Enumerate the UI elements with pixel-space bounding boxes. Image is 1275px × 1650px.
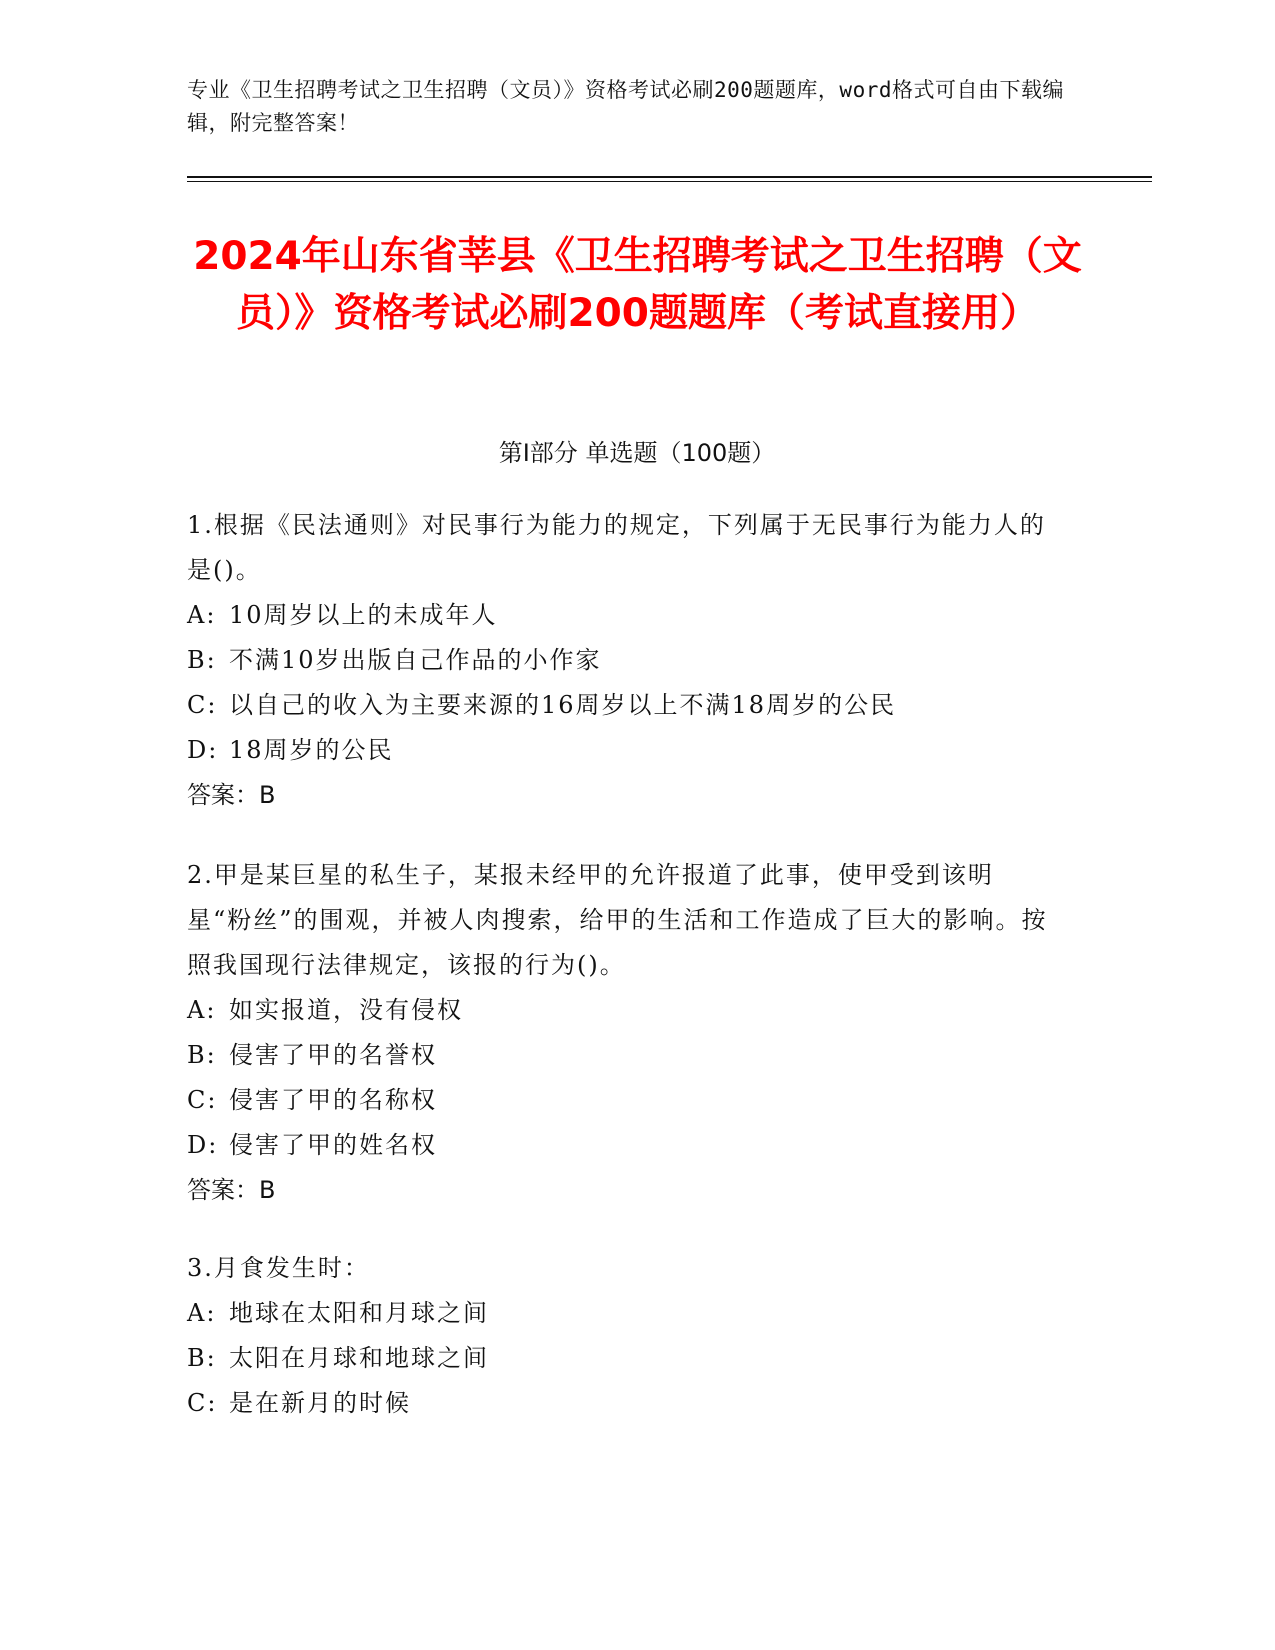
question-stem: 1.根据《民法通则》对民事行为能力的规定，下列属于无民事行为能力人的是()。 xyxy=(187,511,1046,584)
option-text: 以自己的收入为主要来源的16周岁以上不满18周岁的公民 xyxy=(229,691,897,719)
document-title: 2024年山东省莘县《卫生招聘考试之卫生招聘（文员）》资格考试必刷200题题库（考试直接用） xyxy=(193,234,1082,336)
option-b xyxy=(187,1336,1057,1381)
option-letter: B: xyxy=(187,1041,217,1069)
option-letter: A: xyxy=(187,601,217,629)
section-title: 第I部分 单选题（100题） xyxy=(498,439,776,467)
option-c xyxy=(187,1078,1057,1123)
header-rule-thin xyxy=(187,181,1152,182)
option-text: 侵害了甲的名称权 xyxy=(229,1086,437,1114)
option-text: 侵害了甲的姓名权 xyxy=(229,1131,437,1159)
option-letter: C: xyxy=(187,1389,218,1417)
option-letter: A: xyxy=(187,1299,217,1327)
answer: 答案：B xyxy=(187,781,276,809)
answer: 答案：B xyxy=(187,1176,276,1204)
option-letter: C: xyxy=(187,1086,218,1114)
option-letter: C: xyxy=(187,691,218,719)
option-letter: D: xyxy=(187,736,219,764)
option-text: 太阳在月球和地球之间 xyxy=(229,1344,489,1372)
option-letter: B: xyxy=(187,646,217,674)
option-b xyxy=(187,1033,1057,1078)
header-rule-thick xyxy=(187,176,1152,178)
option-letter: A: xyxy=(187,996,217,1024)
option-text: 是在新月的时候 xyxy=(229,1389,411,1417)
option-a xyxy=(187,593,1057,638)
option-a xyxy=(187,988,1057,1033)
question-stem: 2.甲是某巨星的私生子，某报未经甲的允许报道了此事，使甲受到该明星“粉丝”的围观，并被人肉搜索，给甲的生活和工作造成了巨大的影响。按照我国现行法律规定，该报的行为()。 xyxy=(187,861,1048,979)
option-text: 如实报道，没有侵权 xyxy=(229,996,463,1024)
question-1 xyxy=(187,503,1057,818)
question-3 xyxy=(187,1246,1057,1426)
option-text: 10周岁以上的未成年人 xyxy=(229,601,498,629)
header-note: 专业《卫生招聘考试之卫生招聘（文员）》资格考试必刷200题题库，word格式可自由下载编辑，附完整答案！ xyxy=(187,78,1064,135)
option-c xyxy=(187,1381,1057,1426)
option-text: 18周岁的公民 xyxy=(229,736,394,764)
option-letter: B: xyxy=(187,1344,217,1372)
question-2 xyxy=(187,853,1057,1213)
question-stem: 3.月食发生时： xyxy=(187,1254,370,1282)
option-letter: D: xyxy=(187,1131,219,1159)
option-c xyxy=(187,683,1057,728)
option-text: 侵害了甲的名誉权 xyxy=(229,1041,437,1069)
option-text: 地球在太阳和月球之间 xyxy=(229,1299,489,1327)
option-text: 不满10岁出版自己作品的小作家 xyxy=(229,646,602,674)
option-d xyxy=(187,1123,1057,1168)
option-b xyxy=(187,638,1057,683)
option-a xyxy=(187,1291,1057,1336)
option-d xyxy=(187,728,1057,773)
